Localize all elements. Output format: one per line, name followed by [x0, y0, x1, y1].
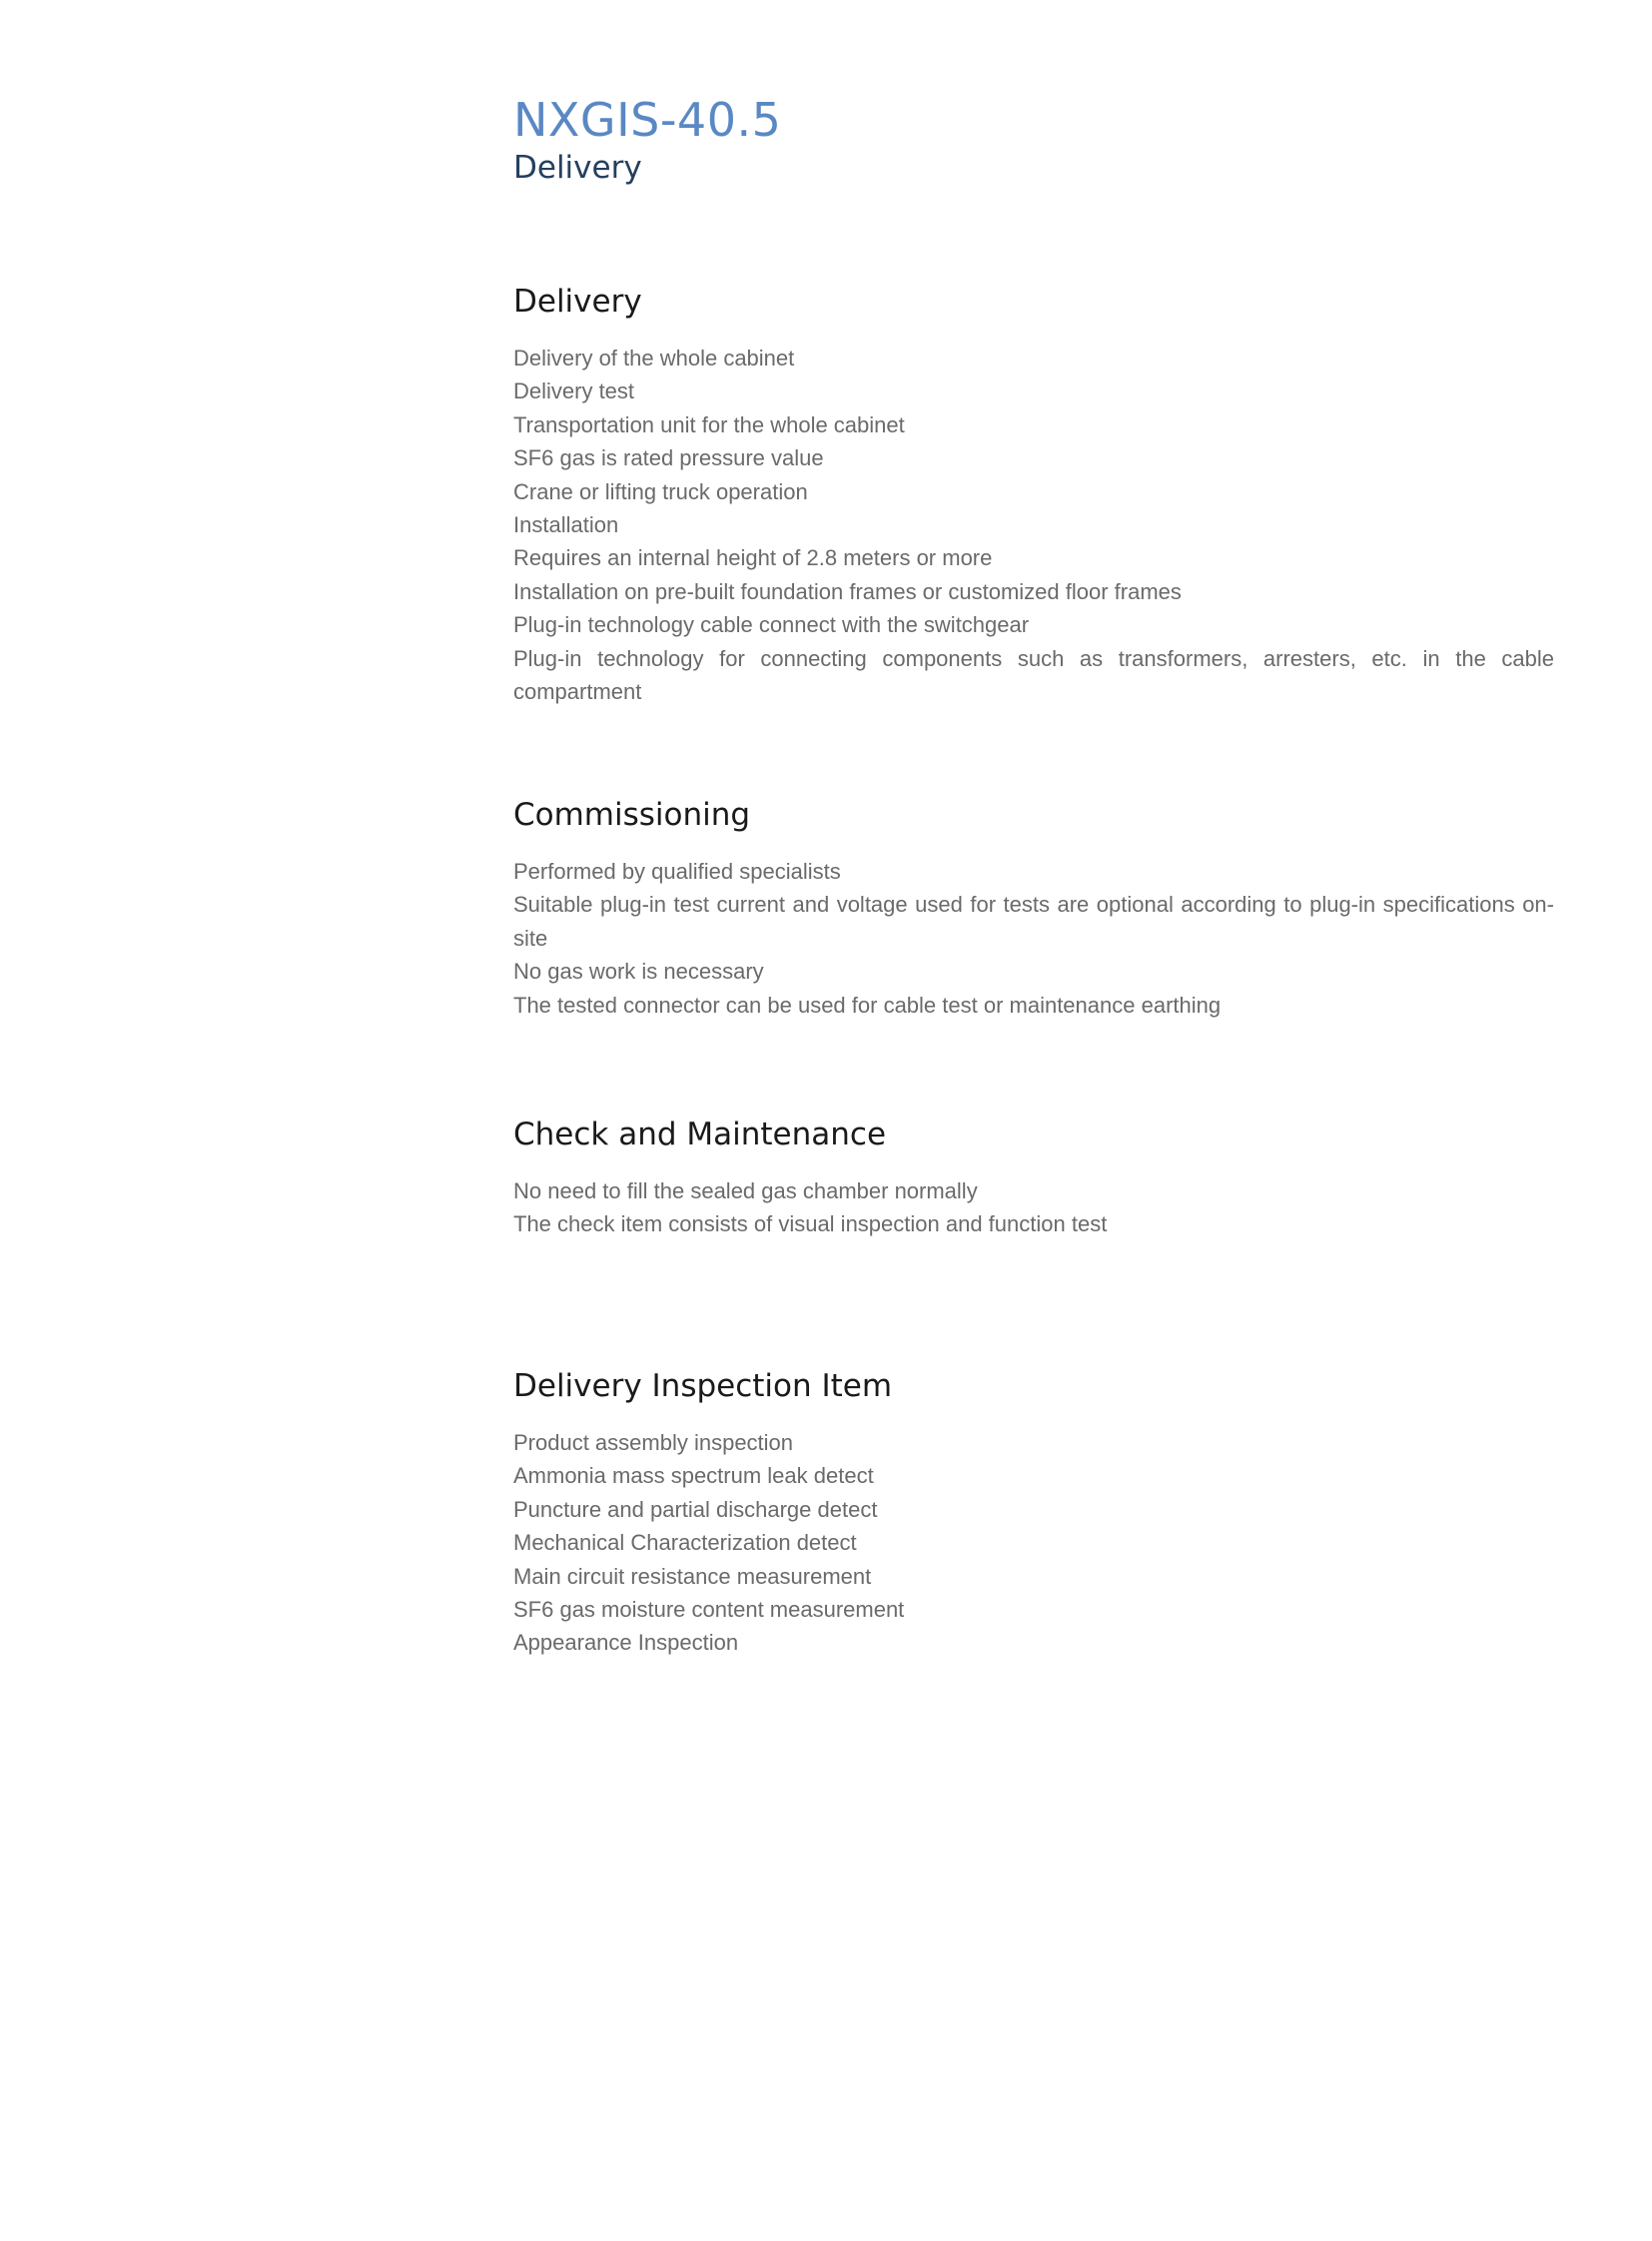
list-item: SF6 gas is rated pressure value [513, 445, 824, 471]
section-commissioning [513, 795, 1554, 1022]
section-check-and-maintenance [513, 1115, 1554, 1241]
list-item: The tested connector can be used for cable test or maintenance earthing [513, 992, 1222, 1018]
list-item: Suitable plug-in test current and voltage used for tests are optional according to plug-in specifications on-site [513, 892, 1554, 951]
list-item: Transportation unit for the whole cabinet [513, 411, 905, 437]
list-item: Plug-in technology for connecting components such as transformers, arresters, etc. in the cable compartment [513, 645, 1554, 705]
list-item: Plug-in technology cable connect with the switchgear [513, 612, 1030, 638]
list-item: Requires an internal height of 2.8 meters or more [513, 545, 993, 571]
list-item: Puncture and partial discharge detect [513, 1496, 878, 1522]
list-item: No gas work is necessary [513, 959, 764, 985]
section-item-list [513, 342, 1554, 708]
section-item-list [513, 1174, 1554, 1241]
list-item: Main circuit resistance measurement [513, 1563, 872, 1589]
document-subtitle: Delivery [513, 150, 642, 186]
list-item: No need to fill the sealed gas chamber normally [513, 1178, 978, 1203]
section-delivery [513, 282, 1554, 708]
section-heading: Commissioning [513, 797, 751, 833]
document-title: NXGIS-40.5 [513, 93, 782, 147]
list-item: Mechanical Characterization detect [513, 1530, 857, 1556]
section-item-list [513, 855, 1554, 1022]
list-item: Installation [513, 512, 619, 538]
page-header [513, 92, 781, 188]
list-item: Delivery test [513, 378, 635, 404]
list-item: Appearance Inspection [513, 1630, 739, 1656]
section-item-list [513, 1426, 1554, 1660]
section-heading: Check and Maintenance [513, 1117, 887, 1152]
section-heading: Delivery Inspection Item [513, 1368, 893, 1404]
list-item: Ammonia mass spectrum leak detect [513, 1463, 874, 1489]
section-heading: Delivery [513, 284, 642, 320]
list-item: Crane or lifting truck operation [513, 478, 808, 504]
list-item: SF6 gas moisture content measurement [513, 1597, 905, 1623]
list-item: Delivery of the whole cabinet [513, 346, 795, 371]
list-item: The check item consists of visual inspection and function test [513, 1211, 1108, 1237]
section-delivery-inspection-item [513, 1366, 1554, 1660]
list-item: Performed by qualified specialists [513, 859, 841, 884]
list-item: Installation on pre-built foundation frames or customized floor frames [513, 578, 1182, 604]
list-item: Product assembly inspection [513, 1430, 794, 1455]
